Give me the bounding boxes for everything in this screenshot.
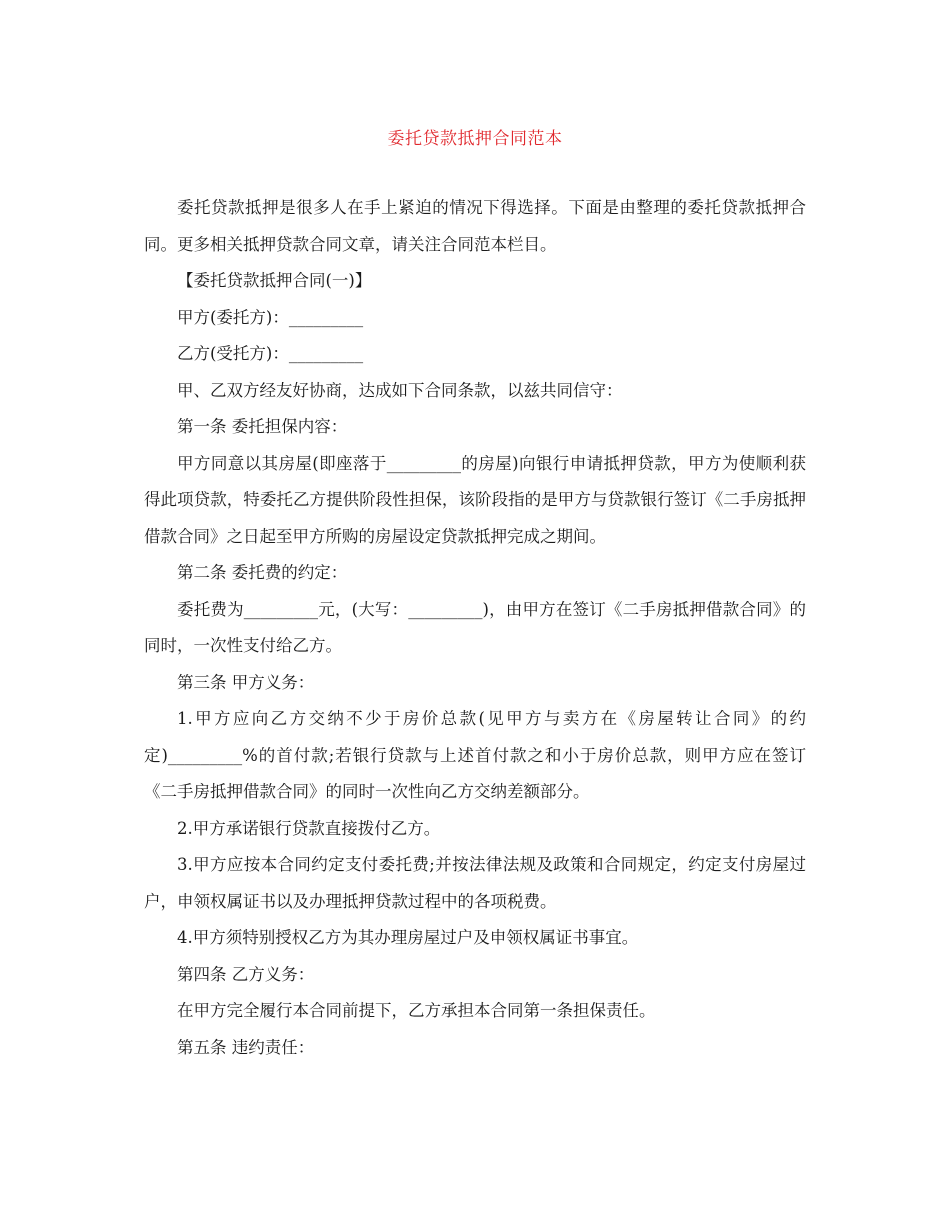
paragraph-intro: 委托贷款抵押是很多人在手上紧迫的情况下得选择。下面是由整理的委托贷款抵押合同。更多相关抵押贷款合同文章，请关注合同范本栏目。 [144, 198, 806, 254]
article-3-item-3: 3.甲方应按本合同约定支付委托费;并按法律法规及政策和合同规定，约定支付房屋过户，申领权属证书以及办理抵押贷款过程中的各项税费。 [144, 855, 806, 911]
document-title: 委托贷款抵押合同范本 [387, 129, 563, 149]
article-3-item-4: 4.甲方须特别授权乙方为其办理房屋过户及申领权属证书事宜。 [177, 928, 639, 947]
article-3-heading: 第三条 甲方义务： [177, 672, 315, 692]
paragraph-party-a: 甲方(委托方)：_________ [177, 307, 364, 327]
article-3-item-1: 1.甲方应向乙方交纳不少于房价总款(见甲方与卖方在《房屋转让合同》的约定)_________%的首付款;若银行贷款与上述首付款之和小于房价总款，则甲方应在签订《二手房抵押借款合同》的同时一次性向乙方交纳差额部分。 [144, 709, 806, 801]
article-2-body: 委托费为_________元，(大写：_________)，由甲方在签订《二手房抵押借款合同》的同时，一次性支付给乙方。 [144, 599, 806, 655]
article-2-heading: 第二条 委托费的约定： [177, 563, 348, 582]
article-4-heading: 第四条 乙方义务： [177, 964, 315, 984]
article-5-heading: 第五条 违约责任： [177, 1037, 315, 1057]
document-body [144, 190, 806, 1066]
article-1-heading: 第一条 委托担保内容： [177, 417, 348, 436]
paragraph-agreement: 甲、乙双方经友好协商，达成如下合同条款，以兹共同信守： [177, 380, 623, 400]
article-3-item-2: 2.甲方承诺银行贷款直接拨付乙方。 [177, 818, 441, 838]
paragraph-party-b: 乙方(受托方)：_________ [177, 344, 364, 363]
paragraph-contract-heading: 【委托贷款抵押合同(一)】 [177, 271, 372, 290]
article-1-body: 甲方同意以其房屋(即座落于_________的房屋)向银行申请抵押贷款，甲方为使顺利获得此项贷款，特委托乙方提供阶段性担保，该阶段指的是甲方与贷款银行签订《二手房抵押借款合同》之日起至甲方所购的房屋设定贷款抵押完成之期间。 [144, 453, 806, 546]
article-4-body: 在甲方完全履行本合同前提下，乙方承担本合同第一条担保责任。 [177, 1001, 656, 1020]
